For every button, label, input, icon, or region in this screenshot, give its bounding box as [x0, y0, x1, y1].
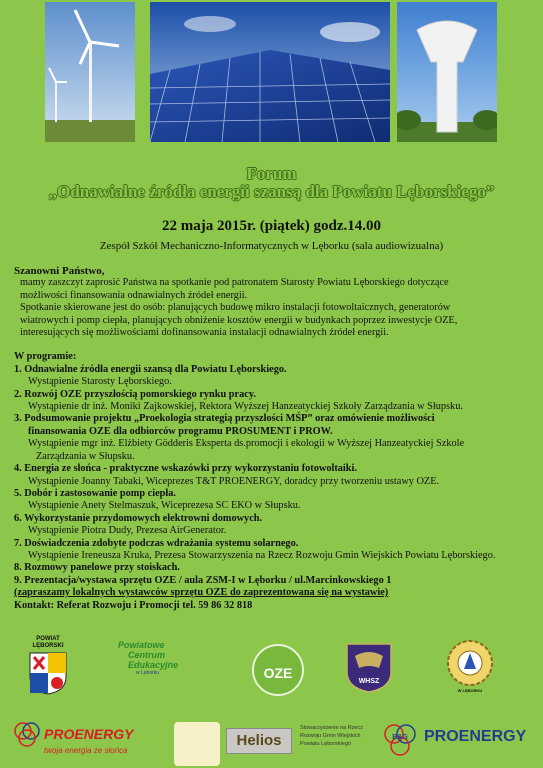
program-item: 6. Wykorzystanie przydomowych elektrowni domowych.	[14, 512, 263, 524]
salutation: Szanowni Państwo,	[14, 265, 105, 277]
sun-icon	[174, 722, 220, 766]
oze-logo: OZE	[252, 644, 304, 696]
letter-text: wiatrowych i pomp ciepła, planujących obniżenie kosztów energii w budynkach poprzez inwestycje OZE,	[20, 314, 458, 326]
solar-panels-photo	[150, 2, 390, 142]
event-venue: Zespół Szkół Mechaniczno-Informatycznych w Lęborku (sala audiowizualna)	[99, 240, 444, 252]
stowarzyszenie-logo: Stowarzyszenie na Rzecz Rozwoju Gmin Wiejskich Powiatu Lęborskiego	[300, 725, 363, 747]
helios-logo: Helios	[226, 728, 292, 754]
proenergy2-logo: PROENERGY	[424, 728, 527, 745]
program-item: 7. Doświadczenia zdobyte podczas wdrażania systemu solarnego.	[14, 537, 299, 549]
invitation-body	[14, 265, 534, 612]
shield-icon	[345, 642, 393, 694]
photo-strip	[0, 0, 543, 148]
program-speaker: Wystąpienie Piotra Dudy, Prezesa AirGenerator.	[28, 525, 227, 537]
program-speaker: Zarządzania w Słupsku.	[36, 450, 135, 462]
exhibitor-invite: (zapraszamy lokalnych wystawców sprzętu OZE do zaprezentowana się na wystawie)	[14, 587, 389, 599]
program-item: 8. Rozmowy panelowe przy stoiskach.	[14, 562, 180, 574]
letter-text: interesujących się możliwościami dofinansowania instalacji odnawialnych źródeł energii.	[20, 327, 389, 339]
pce-logo: Powiatowe Centrum Edukacyjne w Lęborku	[118, 640, 179, 676]
program-item: 2. Rozwój OZE przyszłością pomorskiego rynku pracy.	[14, 388, 256, 400]
letter-text: Spotkanie skierowane jest do osób: planujących budowę mikro instalacji fotowoltaicznych, generatorów	[20, 302, 451, 314]
zsmi-logo: W LĘBORKU	[440, 638, 500, 696]
program-heading: W programie:	[14, 351, 77, 363]
program-speaker: Wystąpienie Joanny Tabaki, Wiceprezes T&T PROENERGY, doradcy przy tworzeniu ustawy OZE.	[28, 475, 440, 487]
letter-text: możliwości finansowania odnawialnych źródeł energii.	[20, 289, 248, 301]
program-speaker: Wystąpienie dr inż. Moniki Zajkowskiej, Rektora Wyższej Hanzeatyckiej Szkoły Zarządzania w Słupsku.	[28, 401, 463, 413]
program-item: 3. Podsumowanie projektu „Proekologia strategią przyszłości MŚP” oraz omówienie możliwości	[14, 413, 435, 425]
proenergy-logo: PROENERGY twoja energia ze słońca	[12, 720, 142, 766]
program-item: 1. Odnawialne źródła energii szansą dla Powiatu Lęborskiego.	[14, 363, 287, 375]
program-item: 9. Prezentacja/wystawa sprzętu OZE / aula ZSM-I w Lęborku / ul.Marcinkowskiego 1	[14, 574, 392, 586]
water-tower-photo	[397, 2, 497, 142]
wind-turbine-photo	[45, 2, 135, 142]
forum-title: Forum	[246, 164, 297, 183]
program-item: finansowania OZE dla odbiorców programu PROSUMENT i PROW.	[28, 425, 333, 437]
tt-circles-icon	[12, 720, 42, 750]
partner-logos-row1	[0, 636, 543, 696]
powiat-lebork-logo: POWIAT LĘBORSKI	[18, 636, 78, 696]
program-item: 4. Energia ze słońca - praktyczne wskazówki przy wykorzystaniu fotowoltaiki.	[14, 463, 357, 475]
bg-logo: B&G	[382, 722, 418, 758]
program-item: 5. Dobór i zastosowanie pomp ciepła.	[14, 487, 176, 499]
program-speaker: Wystąpienie mgr inż. Elżbiety Gödderis Eksperta ds.promocji i ekologii w Wyższej Hanzeatyckiej Szkole	[28, 438, 465, 450]
event-date: 22 maja 2015r. (piątek) godz.14.00	[161, 218, 382, 234]
contact-info: Kontakt: Referat Rozwoju i Promocji tel. 59 86 32 818	[14, 599, 253, 611]
program-speaker: Wystąpienie Ireneusza Kruka, Prezesa Stowarzyszenia na Rzecz Rozwoju Gmin Wiejskich Powiatu Lęborskiego.	[28, 549, 496, 561]
partner-logos-row2	[0, 716, 543, 768]
letter-text: mamy zaszczyt zaprosić Państwa na spotkanie pod patronatem Starosty Powiatu Lęborskiego dotyczące	[20, 277, 449, 289]
program-speaker: Wystąpienie Anety Stelmaszuk, Wiceprezesa SC EKO w Słupsku.	[28, 500, 301, 512]
coat-of-arms-icon	[28, 651, 68, 695]
gear-icon	[440, 638, 500, 688]
whsz-logo: WHSZ	[345, 642, 393, 694]
forum-subtitle: „Odnawialne źródła energii szansą dla Powiatu Lęborskiego”	[48, 182, 495, 201]
program-speaker: Wystąpienie Starosty Lęborskiego.	[28, 376, 172, 388]
